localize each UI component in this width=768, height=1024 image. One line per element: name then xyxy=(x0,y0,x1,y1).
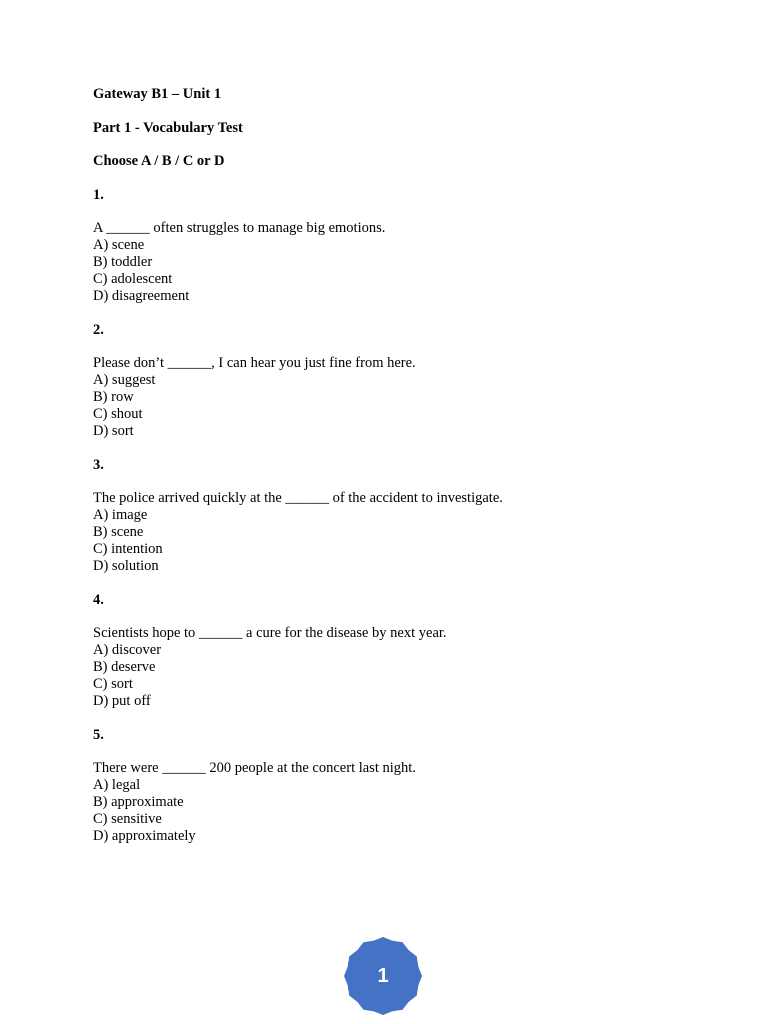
answer-option: B) row xyxy=(93,389,134,405)
answer-option: C) shout xyxy=(93,406,143,422)
answer-option: D) disagreement xyxy=(93,288,190,304)
spacer xyxy=(93,744,713,761)
page-number: 1 xyxy=(377,965,389,987)
question-prompt: Please don’t ______, I can hear you just fine from here. xyxy=(93,355,416,371)
question-number: 2. xyxy=(93,321,104,338)
question-prompt: The police arrived quickly at the ______ of the accident to investigate. xyxy=(93,490,503,506)
spacer xyxy=(93,103,713,120)
answer-option: B) scene xyxy=(93,524,144,540)
spacer xyxy=(93,305,713,322)
instruction-text: Choose A / B / C or D xyxy=(93,153,225,169)
question-number: 4. xyxy=(93,591,104,608)
answer-option: A) legal xyxy=(93,777,141,793)
question-block-1 xyxy=(93,187,713,306)
answer-option: A) image xyxy=(93,507,148,523)
answer-option: B) approximate xyxy=(93,794,184,810)
spacer xyxy=(93,575,713,592)
answer-option: C) adolescent xyxy=(93,271,173,287)
answer-option: C) sort xyxy=(93,676,133,692)
question-block-4 xyxy=(93,592,713,711)
spacer xyxy=(93,137,713,154)
spacer xyxy=(93,710,713,727)
spacer xyxy=(93,440,713,457)
page-number-badge xyxy=(344,937,422,1015)
answer-option: A) scene xyxy=(93,237,145,253)
question-block-5 xyxy=(93,727,713,846)
answer-option: D) solution xyxy=(93,558,159,574)
spacer xyxy=(93,204,713,221)
answer-option: B) toddler xyxy=(93,254,153,270)
question-block-3 xyxy=(93,457,713,576)
question-number: 3. xyxy=(93,456,104,473)
question-number: 1. xyxy=(93,186,104,203)
spacer xyxy=(93,170,713,187)
question-block-2 xyxy=(93,322,713,441)
answer-option: D) approximately xyxy=(93,828,196,844)
answer-option: C) intention xyxy=(93,541,163,557)
question-number: 5. xyxy=(93,726,104,743)
spacer xyxy=(93,339,713,356)
question-prompt: Scientists hope to ______ a cure for the disease by next year. xyxy=(93,625,447,641)
question-prompt: There were ______ 200 people at the concert last night. xyxy=(93,760,416,776)
answer-option: D) put off xyxy=(93,693,151,709)
question-prompt: A ______ often struggles to manage big emotions. xyxy=(93,220,386,236)
document-page xyxy=(93,86,713,845)
spacer xyxy=(93,609,713,626)
answer-option: B) deserve xyxy=(93,659,156,675)
answer-option: D) sort xyxy=(93,423,134,439)
document-title: Gateway B1 – Unit 1 xyxy=(93,86,222,102)
spacer xyxy=(93,474,713,491)
answer-option: A) discover xyxy=(93,642,162,658)
section-heading: Part 1 - Vocabulary Test xyxy=(93,119,243,136)
answer-option: C) sensitive xyxy=(93,811,162,827)
answer-option: A) suggest xyxy=(93,372,156,388)
